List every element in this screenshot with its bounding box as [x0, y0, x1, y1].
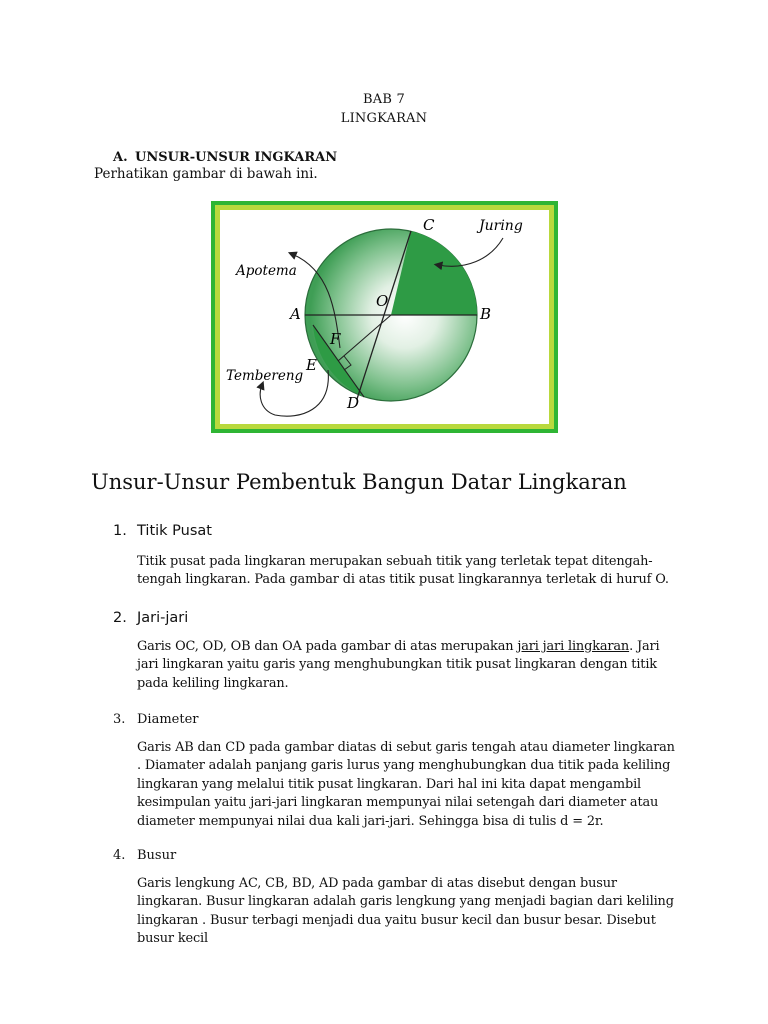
item-busur-body: Garis lengkung AC, CB, BD, AD pada gambar di atas disebut dengan busur lingkaran. Busur lingkaran adalah garis lengkung yang menjadi bagian dari keliling lingkaran . Busur terbagi menjadi dua yaitu busur kecil dan busur besar. Disebut busur kecil: [137, 876, 674, 947]
item-jari-jari-body: [137, 638, 682, 693]
diagram-canvas: [220, 210, 549, 424]
section-heading-text: UNSUR-UNSUR INGKARAN: [135, 150, 338, 165]
label-juring: Juring: [479, 218, 523, 234]
item-diameter-body: Garis AB dan CD pada gambar diatas di sebut garis tengah atau diameter lingkaran . Diamater adalah panjang garis lurus yang menghubungkan dua titik pada keliling lingkaran yang melalui titik pusat lingkaran. Dari hal ini kita dapat mengambil kesimpulan yaitu jari-jari lingkaran mempunyai nilai setengah dari diameter atau diameter mempunyai nilai dua kali jari-jari. Sehingga bisa di tulis d = 2r.: [137, 740, 675, 829]
item-title: Titik Pusat: [137, 523, 212, 539]
main-heading: Unsur-Unsur Pembentuk Bangun Datar Lingkaran: [91, 470, 627, 494]
circle-diagram-svg: [220, 210, 549, 424]
item-diameter-heading: [113, 712, 198, 727]
label-apotema: Apotema: [236, 263, 297, 279]
label-a: A: [290, 305, 301, 323]
item-number: 1.: [113, 523, 127, 539]
item-busur-heading: [113, 848, 176, 863]
item-titik-pusat-body: Titik pusat pada lingkaran merupakan sebuah titik yang terletak tepat ditengah-tengah lingkaran. Pada gambar di atas titik pusat lingkarannya terletak di huruf O.: [137, 554, 669, 588]
label-e: E: [306, 356, 317, 374]
label-d: D: [347, 394, 360, 412]
section-letter: A.: [113, 150, 128, 165]
item-number: 4.: [113, 848, 126, 863]
item-title: Jari-jari: [137, 610, 189, 626]
item-number: 3.: [113, 712, 126, 727]
item-title: Diameter: [137, 712, 199, 727]
label-tembereng: Tembereng: [226, 368, 304, 384]
item-body-text: Garis OC, OD, OB dan OA pada gambar di atas merupakan: [137, 639, 518, 654]
intro-text: Perhatikan gambar di bawah ini.: [94, 166, 318, 182]
label-f: F: [330, 330, 341, 348]
chapter-title: LINGKARAN: [340, 111, 428, 126]
circle-diagram: [211, 201, 558, 433]
jari-jari-link[interactable]: jari jari lingkaran: [517, 639, 630, 654]
chapter-number: BAB 7: [363, 92, 405, 107]
label-b: B: [480, 305, 492, 323]
item-jari-jari-heading: [113, 610, 188, 626]
item-titik-pusat-heading: [113, 523, 212, 539]
label-c: C: [423, 216, 435, 234]
item-body-text: . Jari jari lingkaran yaitu garis yang menghubungkan titik pusat lingkaran dengan titik pada keliling lingkaran.: [137, 639, 660, 691]
label-o: O: [376, 292, 389, 310]
item-title: Busur: [137, 848, 177, 863]
item-number: 2.: [113, 610, 127, 626]
section-heading: [113, 150, 337, 165]
